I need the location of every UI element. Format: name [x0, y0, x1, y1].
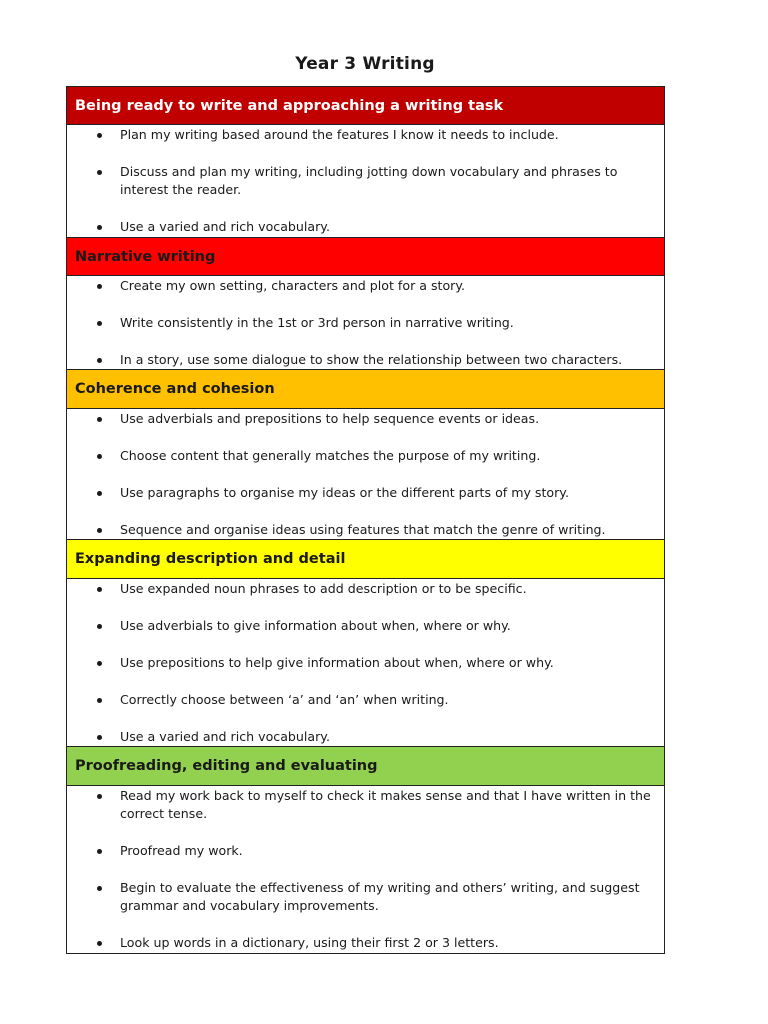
section-heading: Coherence and cohesion	[75, 381, 275, 397]
section-header-expanding-description	[67, 540, 664, 579]
section-header-ready-to-write	[67, 87, 664, 125]
list-item: Discuss and plan my writing, including jotting down vocabulary and phrases to interest the reader.	[67, 163, 664, 199]
section-heading: Being ready to write and approaching a writing task	[75, 97, 504, 114]
bullet-icon	[97, 794, 102, 799]
list-item: Plan my writing based around the features I know it needs to include.	[67, 126, 664, 144]
list-item: Proofread my work.	[67, 842, 664, 860]
list-item: Use expanded noun phrases to add description or to be specific.	[67, 580, 664, 598]
section-body-proofreading	[67, 786, 664, 954]
list-item: Look up words in a dictionary, using their first 2 or 3 letters.	[67, 934, 664, 952]
page-title: Year 3 Writing	[295, 54, 435, 74]
section-body-ready-to-write	[67, 125, 664, 238]
section-heading: Expanding description and detail	[75, 551, 346, 567]
bullet-icon	[97, 587, 102, 592]
bullet-icon	[97, 321, 102, 326]
section-body-narrative-writing	[67, 276, 664, 370]
bullet-icon	[97, 358, 102, 363]
section-header-proofreading	[67, 747, 664, 786]
list-item: Write consistently in the 1st or 3rd person in narrative writing.	[67, 314, 664, 332]
list-item: Sequence and organise ideas using features that match the genre of writing.	[67, 521, 664, 539]
bullet-icon	[97, 849, 102, 854]
section-body-coherence-cohesion	[67, 409, 664, 540]
list-item: Use adverbials to give information about when, where or why.	[67, 617, 664, 635]
bullet-icon	[97, 735, 102, 740]
list-item: Use adverbials and prepositions to help sequence events or ideas.	[67, 410, 664, 428]
section-header-coherence-cohesion	[67, 370, 664, 409]
list-item: Choose content that generally matches the purpose of my writing.	[67, 447, 664, 465]
section-body-expanding-description	[67, 579, 664, 747]
bullet-icon	[97, 417, 102, 422]
bullet-icon	[97, 661, 102, 666]
bullet-icon	[97, 454, 102, 459]
list-item: Create my own setting, characters and plot for a story.	[67, 277, 664, 295]
bullet-icon	[97, 698, 102, 703]
section-header-narrative-writing	[67, 238, 664, 276]
list-item: Begin to evaluate the effectiveness of my writing and others’ writing, and suggest grammar and vocabulary improvements.	[67, 879, 664, 915]
section-heading: Proofreading, editing and evaluating	[75, 758, 378, 774]
section-heading: Narrative writing	[75, 248, 216, 265]
list-item: Use a varied and rich vocabulary.	[67, 218, 664, 236]
bullet-icon	[97, 284, 102, 289]
list-item: Use prepositions to help give information about when, where or why.	[67, 654, 664, 672]
bullet-icon	[97, 528, 102, 533]
bullet-icon	[97, 491, 102, 496]
bullet-icon	[97, 170, 102, 175]
list-item: Read my work back to myself to check it makes sense and that I have written in the correct tense.	[67, 787, 664, 823]
bullet-icon	[97, 225, 102, 230]
bullet-icon	[97, 941, 102, 946]
bullet-icon	[97, 624, 102, 629]
list-item: Use paragraphs to organise my ideas or the different parts of my story.	[67, 484, 664, 502]
list-item: In a story, use some dialogue to show the relationship between two characters.	[67, 351, 664, 369]
bullet-icon	[97, 133, 102, 138]
list-item: Use a varied and rich vocabulary.	[67, 728, 664, 746]
writing-targets-table	[66, 86, 665, 954]
list-item: Correctly choose between ‘a’ and ‘an’ when writing.	[67, 691, 664, 709]
bullet-icon	[97, 886, 102, 891]
